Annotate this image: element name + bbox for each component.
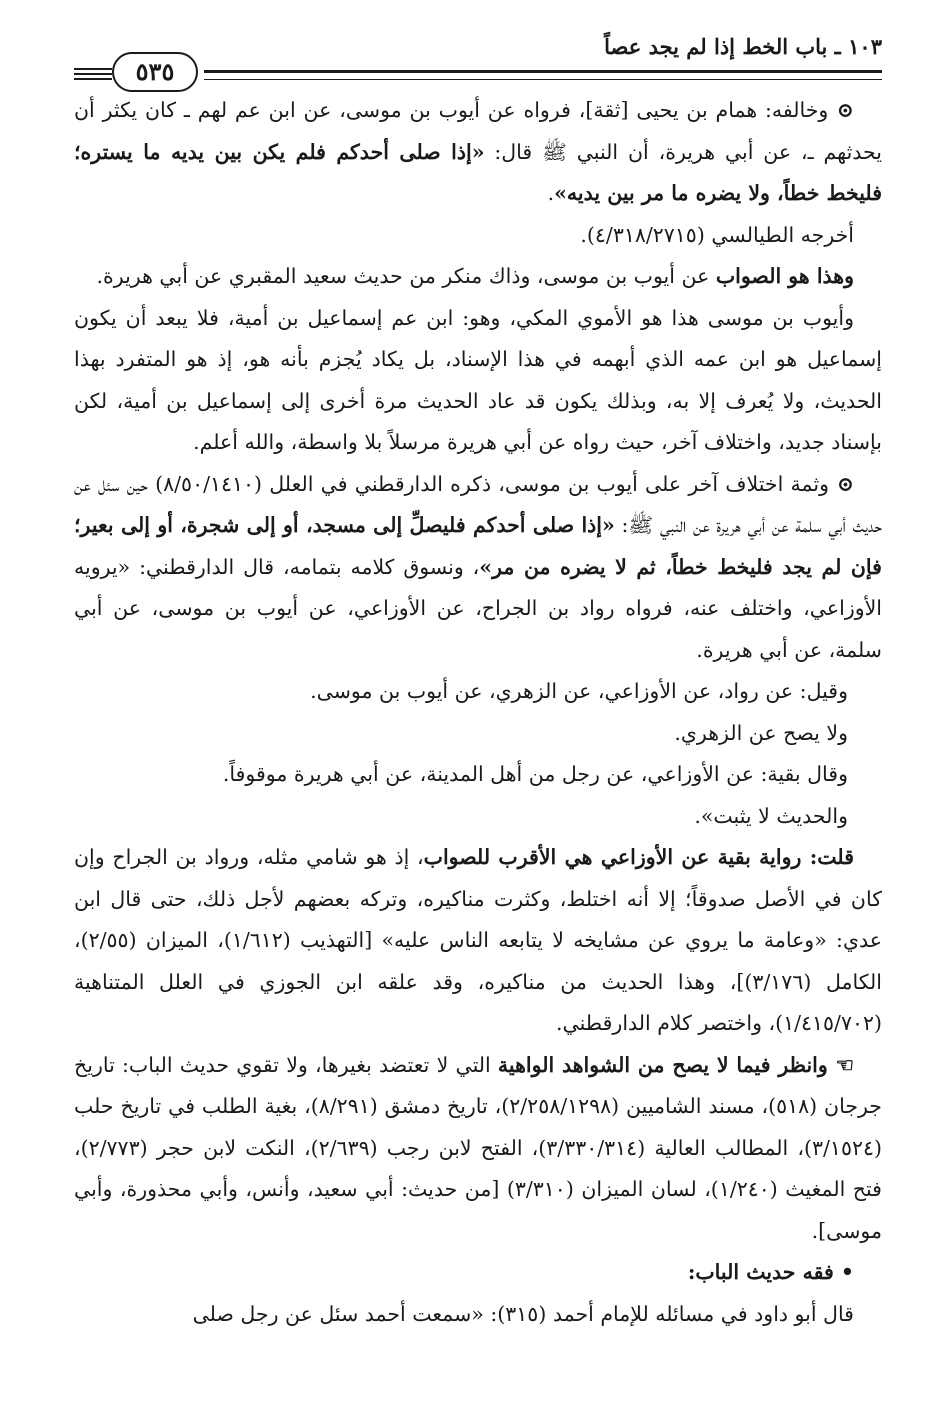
- paragraph-segment: • فقه حديث الباب:: [687, 1260, 854, 1284]
- paragraph-p6: [74, 671, 882, 713]
- header-rule: [204, 70, 882, 80]
- paragraph-p4: [74, 298, 882, 464]
- paragraph-segment: التي لا تعتضد بغيرها، ولا تقوي حديث الباب: تاريخ جرجان (٥١٨)، مسند الشاميين (٢/٢٥٨/١٢٩٨)، تاريخ دمشق (٨/٢٩١)، بغية الطلب في تاريخ حلب (٣/١٥٢٤)، المطالب العالية (٣/٣٣٠/٣١٤)، الفتح لابن رجب (٢/٦٣٩)، النكت لابن حجر (٢/٧٧٣)، فتح المغيث (١/٢٤٠)، لسان الميزان (٣/٣١٠) [من حديث: أبي سعيد، وأنس، وأبي محذورة، وأبي موسى].: [74, 1052, 882, 1243]
- paragraph-p3: [74, 256, 882, 298]
- running-title: ١٠٣ ـ باب الخط إذا لم يجد عصاً: [604, 34, 882, 59]
- header-ornament: [74, 68, 112, 83]
- paragraph-segment: والحديث لا يثبت».: [694, 803, 848, 828]
- paragraph-segment: قال أبو داود في مسائله للإمام أحمد (٣١٥): «سمعت أحمد سئل عن رجل صلى: [192, 1301, 854, 1326]
- paragraph-p11: [74, 1045, 882, 1253]
- paragraph-p12: [74, 1252, 882, 1294]
- paragraph-p10: [74, 837, 882, 1045]
- page: [74, 30, 882, 1335]
- paragraph-segment: «إذا صلى أحدكم فلم يكن بين يديه ما يستره؛ فليخط خطاً، ولا يضره ما مر بين يديه»: [74, 139, 882, 205]
- paragraph-segment: ⊙: [828, 471, 854, 496]
- paragraph-segment: وانظر فيما لا يصح من الشواهد الواهية: [497, 1052, 828, 1077]
- paragraph-segment: وقيل: عن رواد، عن الأوزاعي، عن الزهري، عن أيوب بن موسى.: [310, 679, 848, 703]
- paragraph-segment: ، ونسوق كلامه بتمامه، قال الدارقطني: «يرويه الأوزاعي، واختلف عنه، فرواه رواد بن الجراح، عن الأوزاعي، عن أيوب بن موسى، عن أبي سلمة، عن أبي هريرة.: [74, 554, 882, 662]
- paragraph-p7: [74, 713, 882, 755]
- paragraph-segment: وأيوب بن موسى هذا هو الأموي المكي، وهو: ابن عم إسماعيل بن أمية، فلا يبعد أن يكون إسماعيل هو ابن عمه الذي أبهمه في هذا الإسناد، بل يكاد يُجزم بأنه هو، إذ هو المتفرد بهذا الحديث، ولا يُعرف إلا به، وبذلك يكون قد عاد الحديث مرة أخرى إلى إسماعيل بن أمية، لكن بإسناد جديد، واختلاف آخر، حيث رواه عن أبي هريرة مرسلاً بلا واسطة، والله أعلم.: [74, 305, 882, 454]
- paragraph-p8: [74, 754, 882, 796]
- body-text: [74, 90, 882, 1335]
- paragraph-p5: [74, 464, 882, 672]
- paragraph-segment: ☜: [827, 1052, 855, 1077]
- paragraph-segment: ، إذ هو شامي مثله، ورواد بن الجراح وإن كان في الأصل صدوقاً؛ إلا أنه اختلط، وكثرت مناكيره، وتركه بعضهم لأجل ذلك، حتى قال ابن عدي: «وعامة ما يروي عن مشايخه لا يتابعه الناس عليه» [التهذيب (١/٦١٢)، الميزان (٢/٥٥)، الكامل (٣/١٧٦)]، وهذا الحديث من مناكيره، وقد علقه ابن الجوزي في العلل المتناهية (١/٤١٥/٧٠٢)، واختصر كلام الدارقطني.: [74, 845, 882, 1035]
- paragraph-segment: وخالفه: همام بن يحيى [ثقة]، فرواه عن أيوب بن موسى، عن ابن عم لهم ـ كان يكثر أن يحدثهم ـ، عن أبي هريرة، أن النبي ﷺ قال:: [74, 98, 882, 164]
- paragraph-segment: وقال بقية: عن الأوزاعي، عن رجل من أهل المدينة، عن أبي هريرة موقوفاً.: [222, 762, 848, 786]
- paragraph-segment: وثمة اختلاف آخر على أيوب بن موسى، ذكره الدارقطني في العلل (٨/٥٠/١٤١٠) حين سئل عن حديث أبي سلمة عن أبي هريرة عن النبي ﷺ:: [74, 471, 882, 537]
- paragraph-segment: قلت: رواية بقية عن الأوزاعي هي الأقرب للصواب: [423, 845, 855, 869]
- paragraph-p1: [74, 90, 882, 215]
- page-number: ٥٣٥: [112, 52, 198, 92]
- paragraph-segment: «إذا صلى أحدكم فليصلِّ إلى مسجد، أو إلى شجرة، أو إلى بعير؛ فإن لم يجد فليخط خطاً، ثم لا يضره من مر»: [74, 513, 882, 579]
- paragraph-segment: .: [547, 181, 555, 205]
- paragraph-segment: ولا يصح عن الزهري.: [674, 720, 848, 745]
- paragraph-segment: أخرجه الطيالسي (٤/٣١٨/٢٧١٥).: [580, 222, 854, 247]
- paragraph-segment: وهذا هو الصواب: [715, 264, 854, 288]
- paragraph-p13: [74, 1294, 882, 1336]
- paragraph-p2: [74, 215, 882, 257]
- page-header: [74, 30, 882, 90]
- paragraph-segment: عن أيوب بن موسى، وذاك منكر من حديث سعيد المقبري عن أبي هريرة.: [96, 264, 716, 288]
- paragraph-p9: [74, 796, 882, 838]
- paragraph-segment: ⊙: [828, 98, 854, 122]
